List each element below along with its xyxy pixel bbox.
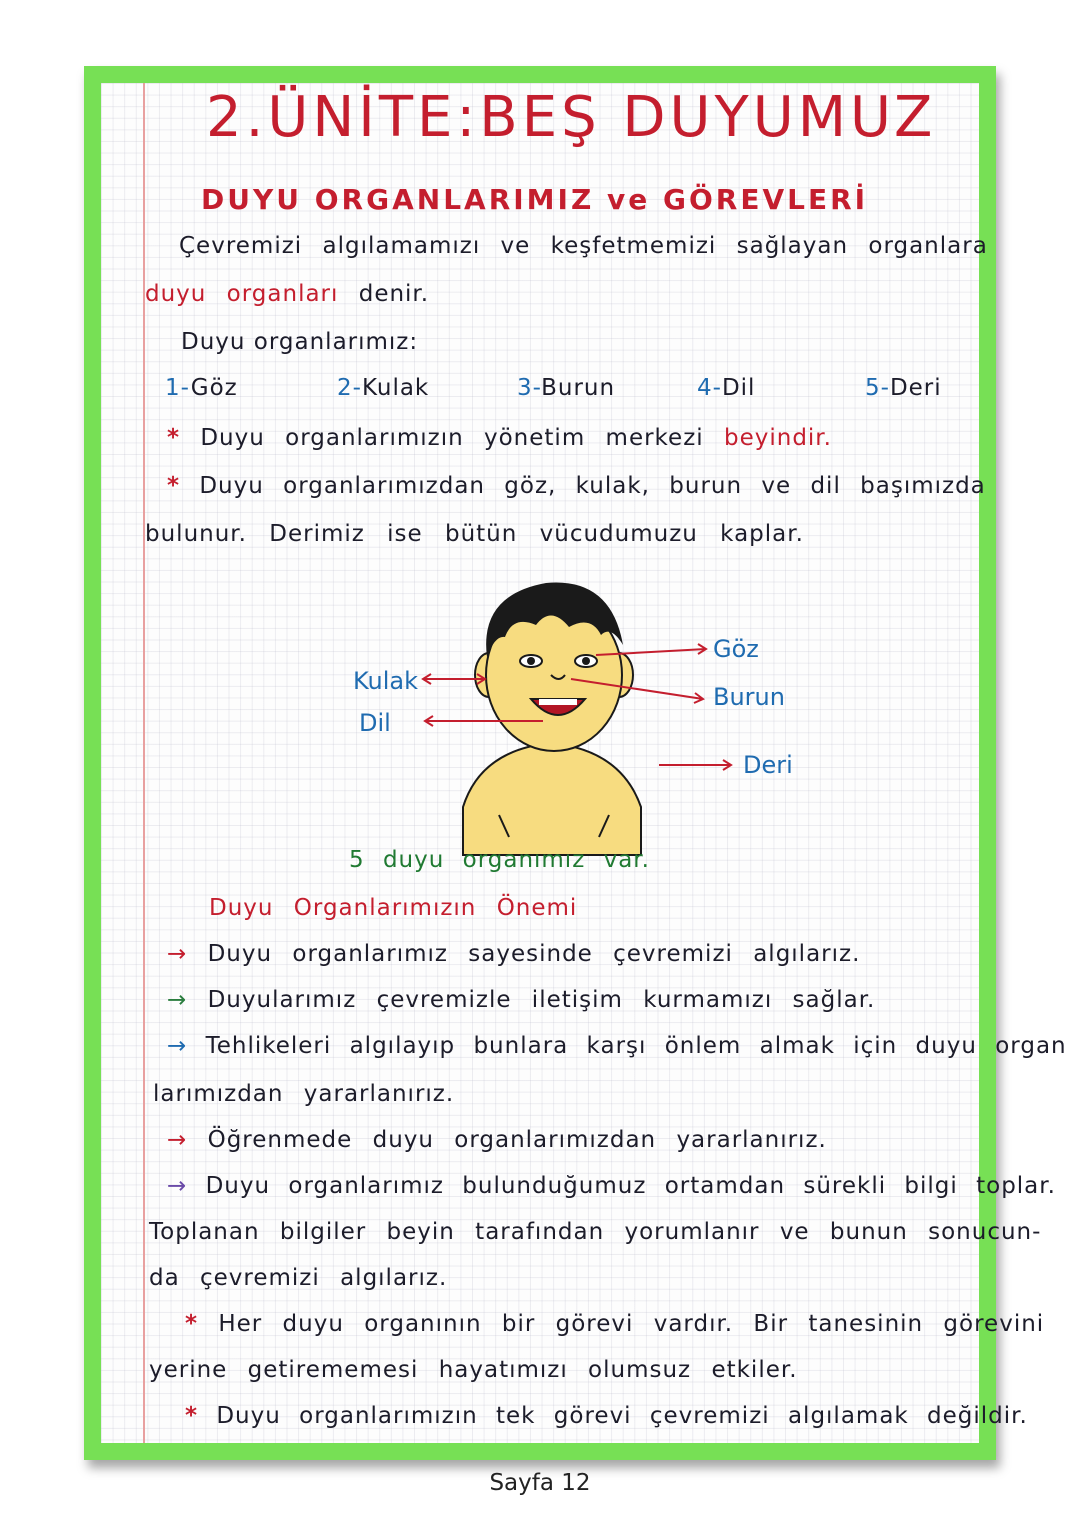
organ-item-2 [337, 375, 429, 401]
fact-1-highlight: beyindir. [723, 425, 832, 451]
page-number: Sayfa 12 [489, 1470, 591, 1496]
note-1-cont: yerine getirememesi hayatımızı olumsuz etkiler. [149, 1357, 798, 1383]
arrow-right-icon: → [167, 1127, 188, 1153]
importance-text: Duyu organlarımız sayesinde çevremizi algılarız. [207, 941, 861, 967]
teeth [539, 699, 577, 705]
section-subtitle: DUYU ORGANLARIMIZ ve GÖREVLERİ [201, 183, 869, 216]
notebook-sheet [101, 83, 1067, 1443]
organ-number: 4- [697, 375, 722, 401]
label-dil: Dil [359, 709, 391, 737]
importance-item-1 [167, 941, 860, 967]
importance-text: Tehlikeleri algılayıp bunlara karşı önlem almak için duyu organ [205, 1033, 1067, 1059]
star-icon: * [185, 1403, 199, 1429]
label-goz: Göz [713, 635, 759, 663]
importance-item-3 [167, 1033, 1067, 1059]
organ-name: Deri [889, 375, 942, 401]
fact-2-line-1 [167, 473, 986, 499]
intro-line-2 [145, 281, 429, 307]
note-text: Duyu organlarımızın tek görevi çevremizi algılamak değildir. [216, 1403, 1028, 1429]
label-burun: Burun [713, 683, 785, 711]
importance-text: Duyu organlarımız bulunduğumuz ortamdan sürekli bilgi toplar. [205, 1173, 1056, 1199]
importance-item-3-cont: larımızdan yararlanırız. [153, 1081, 455, 1107]
right-pupil [582, 657, 590, 665]
fact-1-text: Duyu organlarımızın yönetim merkezi [200, 425, 704, 451]
face-diagram [251, 575, 851, 855]
arrow-right-icon: → [167, 987, 188, 1013]
arrow-right-icon: → [167, 941, 188, 967]
organ-number: 1- [165, 375, 191, 401]
diagram-caption: 5 duyu organımız var. [349, 847, 650, 873]
organ-number: 3- [517, 375, 542, 401]
star-icon: * [167, 425, 181, 451]
importance-heading: Duyu Organlarımızın Önemi [209, 895, 578, 921]
organ-item-1 [165, 375, 238, 401]
fact-2-text: Duyu organlarımızdan göz, kulak, burun ve dil başımızda [199, 473, 986, 499]
organ-name: Dil [721, 375, 756, 401]
fact-1 [167, 425, 832, 451]
star-icon: * [167, 473, 181, 499]
organ-number: 5- [865, 375, 890, 401]
shoulders-skin [463, 743, 641, 855]
term-duyu-organlari: duyu organları [145, 281, 339, 307]
fact-2-line-2: bulunur. Derimiz ise bütün vücudumuzu kaplar. [145, 521, 804, 547]
organ-item-3 [517, 375, 615, 401]
importance-text: Duyularımız çevremizle iletişim kurmamızı sağlar. [207, 987, 876, 1013]
note-1 [185, 1311, 1044, 1337]
organ-item-5 [865, 375, 942, 401]
organ-name: Kulak [361, 375, 430, 401]
organ-item-4 [697, 375, 755, 401]
importance-item-5-cont-2: da çevremizi algılarız. [149, 1265, 448, 1291]
importance-item-4 [167, 1127, 827, 1153]
importance-item-5-cont-1: Toplanan bilgiler beyin tarafından yorumlanır ve bunun sonucun- [149, 1219, 1042, 1245]
note-text: Her duyu organının bir görevi vardır. Bir tanesinin görevini [218, 1311, 1045, 1337]
organs-heading: Duyu organlarımız: [181, 329, 419, 355]
organ-name: Göz [190, 375, 238, 401]
intro-line-1: Çevremizi algılamamızı ve keşfetmemizi sağlayan organlara [179, 233, 988, 259]
label-deri: Deri [743, 751, 793, 779]
intro-line-2-end: denir. [358, 281, 430, 307]
importance-item-2 [167, 987, 875, 1013]
organ-number: 2- [337, 375, 362, 401]
left-pupil [527, 657, 535, 665]
page-title: 2.ÜNİTE:BEŞ DUYUMUZ [206, 85, 937, 150]
organ-name: Burun [541, 375, 616, 401]
importance-item-5 [167, 1173, 1056, 1199]
arrow-right-icon: → [167, 1033, 188, 1059]
label-kulak: Kulak [353, 667, 419, 695]
star-icon: * [185, 1311, 199, 1337]
note-2 [185, 1403, 1028, 1429]
arrow-right-icon: → [167, 1173, 188, 1199]
importance-text: Öğrenmede duyu organlarımızdan yararlanırız. [207, 1127, 827, 1153]
